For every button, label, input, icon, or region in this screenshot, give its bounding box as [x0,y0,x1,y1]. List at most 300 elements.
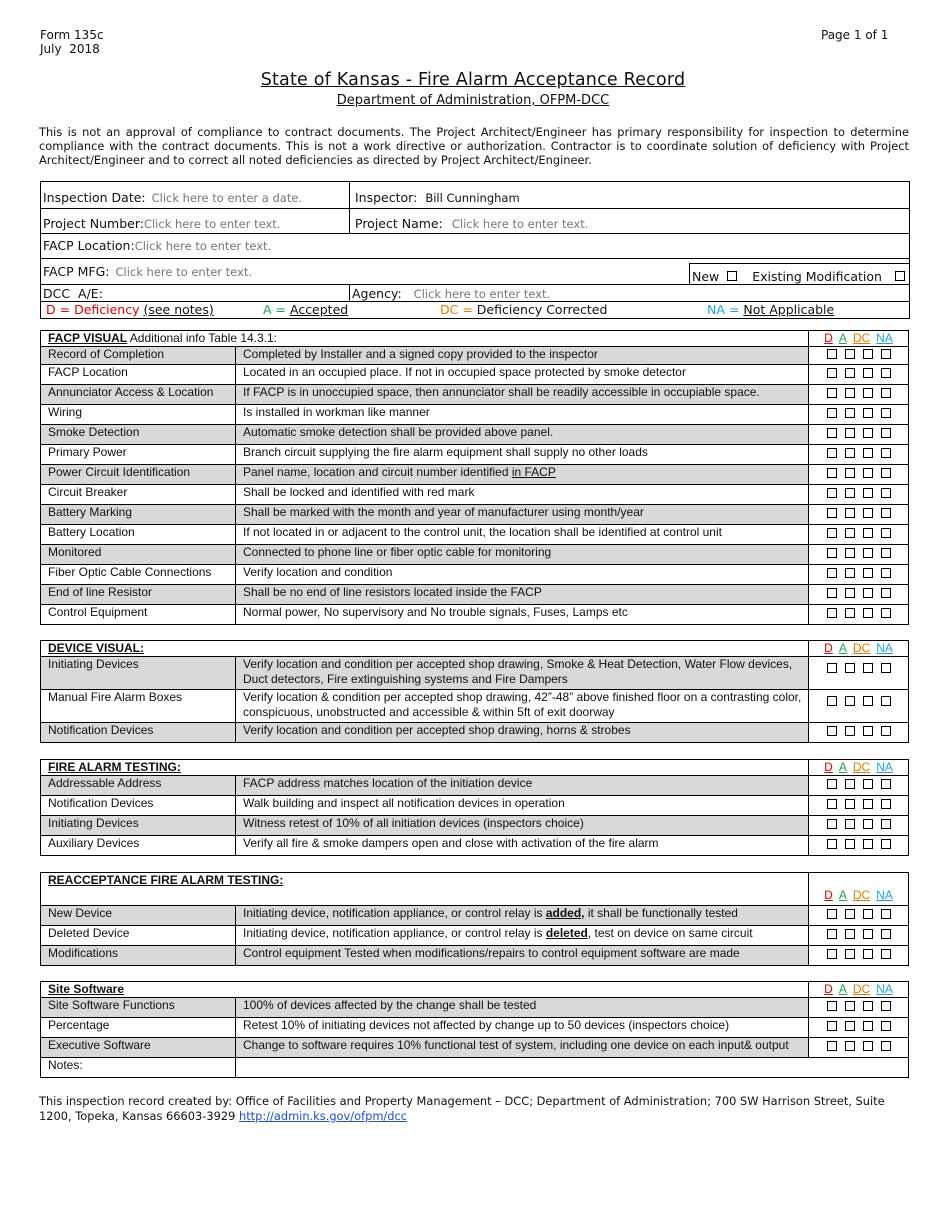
column-key-na: NA [876,641,893,655]
column-key-dc: DC [852,641,871,655]
item-label: Control Equipment [41,605,236,625]
column-keys [809,331,909,347]
footer-text: This inspection record created by: Office of Facilities and Property Management – DCC; Department of Administration; 700 SW Harrison Street, Suite 1200, Topeka, Kansas 66603-3929 [39,1094,885,1123]
rating-checkboxes [827,568,891,578]
checkbox-dc[interactable] [863,726,873,736]
checkbox-a[interactable] [845,368,855,378]
checkbox-dc[interactable] [863,349,873,359]
checkbox-a[interactable] [845,726,855,736]
table-row [41,565,909,585]
rating-checkboxes [827,408,891,418]
legend-dc-text: Deficiency Corrected [476,302,608,317]
checkbox-d[interactable] [827,568,837,578]
project-name-input[interactable]: Click here to enter text. [451,217,589,231]
rating-checkboxes [827,548,891,558]
new-existing-cell [689,263,909,284]
table-row [41,465,909,485]
column-key-a: A [838,331,847,345]
checkbox-d[interactable] [827,388,837,398]
rating-checkboxes [827,428,891,438]
checkbox-a[interactable] [845,488,855,498]
dcc-ae-cell [41,285,350,301]
checkbox-a[interactable] [845,1041,855,1051]
checkbox-na[interactable] [881,799,891,809]
checkbox-dc[interactable] [863,663,873,673]
checkbox-na[interactable] [881,568,891,578]
item-description: 100% of devices affected by the change shall be tested [236,998,809,1018]
checkbox-na[interactable] [881,588,891,598]
checkbox-a[interactable] [845,468,855,478]
checkbox-d[interactable] [827,368,837,378]
project-info-box [40,181,910,319]
item-label: Battery Marking [41,505,236,525]
table-row [41,690,909,723]
checkbox-na[interactable] [881,1021,891,1031]
checkbox-dc[interactable] [863,799,873,809]
table-row [41,946,909,966]
column-key-dc: DC [852,982,871,996]
checkbox-dc[interactable] [863,1001,873,1011]
item-description: Located in an occupied place. If not in occupied space protected by smoke detector [236,365,809,385]
item-description: Walk building and inspect all notification devices in operation [236,796,809,816]
inspection-date-input[interactable]: Click here to enter a date. [151,191,303,205]
rating-checkboxes [827,349,891,359]
footer [39,1094,909,1123]
facp-location-input[interactable]: Click here to enter text. [134,239,272,253]
inspector-input[interactable]: Bill Cunningham [425,191,520,205]
table-row [41,485,909,505]
checkbox-na[interactable] [881,663,891,673]
checkbox-d[interactable] [827,588,837,598]
inspector-label: Inspector: [355,190,418,205]
item-description: Retest 10% of initiating devices not affected by change up to 50 devices (inspectors choice) [236,1018,809,1038]
table-row [41,1038,909,1058]
checkbox-a[interactable] [845,408,855,418]
legend-d-notes: (see notes) [143,302,214,317]
legend-deficiency [46,302,214,317]
column-key-d: D [824,760,833,774]
checkbox-dc[interactable] [863,408,873,418]
item-label: Smoke Detection [41,425,236,445]
column-key-a: A [838,760,847,774]
checkbox-dc[interactable] [863,909,873,919]
item-label: Wiring [41,405,236,425]
table-row [41,425,909,445]
item-label: Annunciator Access & Location [41,385,236,405]
column-key-a: A [838,888,847,902]
legend-row [41,302,909,318]
notes-label: Notes: [41,1058,236,1078]
checkbox-a[interactable] [845,663,855,673]
item-description: Connected to phone line or fiber optic cable for monitoring [236,545,809,565]
checkbox-d[interactable] [827,1021,837,1031]
checkbox-d[interactable] [827,448,837,458]
checkbox-dc[interactable] [863,368,873,378]
facp-mfg-label: FACP MFG: [43,264,110,279]
dcc-ae-label: DCC A/E: [43,286,103,301]
checkbox-d[interactable] [827,488,837,498]
item-description: FACP address matches location of the initiation device [236,776,809,796]
checkbox-d[interactable] [827,428,837,438]
agency-input[interactable]: Click here to enter text. [413,287,551,301]
facp-mfg-input[interactable]: Click here to enter text. [115,265,253,279]
table-row [41,525,909,545]
section-header-row [41,641,909,657]
checkbox-na[interactable] [881,448,891,458]
table-row [41,585,909,605]
checkbox-dc[interactable] [863,548,873,558]
section-title: Site Software [41,982,809,998]
checkbox-na[interactable] [881,726,891,736]
checkbox-a[interactable] [845,428,855,438]
notes-input[interactable] [236,1058,909,1077]
item-label: Fiber Optic Cable Connections [41,565,236,585]
checkbox-na[interactable] [881,839,891,849]
section-header-row [41,760,909,776]
checkbox-dc[interactable] [863,468,873,478]
checkbox-a[interactable] [845,949,855,959]
checkbox-d[interactable] [827,909,837,919]
table-row [41,405,909,425]
column-key-dc: DC [852,888,871,902]
checkbox-d[interactable] [827,528,837,538]
rating-checkboxes [827,1041,891,1051]
page-subtitle: Department of Administration, OFPM-DCC [336,93,610,108]
checkbox-d[interactable] [827,949,837,959]
checkbox-na[interactable] [881,548,891,558]
rating-checkboxes [827,528,891,538]
device-visual-section [40,640,909,743]
checkbox-na[interactable] [881,349,891,359]
item-label: Circuit Breaker [41,485,236,505]
table-row [41,347,909,365]
section-title: REACCEPTANCE FIRE ALARM TESTING: [41,873,809,906]
item-description: Verify location and condition per accepted shop drawing, Smoke & Heat Detection, Water Flow devices, Duct detectors, Fire extinguishing systems and Fire Dampers [236,657,809,690]
table-row [41,836,909,856]
item-label: End of line Resistor [41,585,236,605]
project-name-cell [350,209,909,233]
table-row [41,365,909,385]
item-description: Automatic smoke detection shall be provided above panel. [236,425,809,445]
table-row [41,906,909,926]
checkbox-na[interactable] [881,608,891,618]
item-label: Notification Devices [41,796,236,816]
table-row [41,816,909,836]
item-label: Deleted Device [41,926,236,946]
item-description: Initiating device, notification appliance, or control relay is deleted, test on device on same circuit [236,926,809,946]
checkbox-dc[interactable] [863,1041,873,1051]
checkbox-na[interactable] [881,408,891,418]
checkbox-na[interactable] [881,1041,891,1051]
project-number-label: Project Number: [43,216,144,231]
checkbox-a[interactable] [845,839,855,849]
checkbox-dc[interactable] [863,428,873,438]
checkbox-a[interactable] [845,799,855,809]
checkbox-d[interactable] [827,929,837,939]
existing-mod-label: Existing Modification [752,269,882,284]
checkbox-a[interactable] [845,909,855,919]
checkbox-d[interactable] [827,608,837,618]
checkbox-d[interactable] [827,1001,837,1011]
checkbox-a[interactable] [845,528,855,538]
checkbox-dc[interactable] [863,488,873,498]
project-name-label: Project Name: [355,216,443,231]
table-row [41,1018,909,1038]
checkbox-na[interactable] [881,909,891,919]
section-title: FACP VISUAL Additional info Table 14.3.1: [41,331,809,347]
checkbox-dc[interactable] [863,929,873,939]
table-row [41,385,909,405]
column-keys [809,641,909,657]
checkbox-dc[interactable] [863,588,873,598]
checkbox-d[interactable] [827,349,837,359]
checkbox-a[interactable] [845,1001,855,1011]
item-description: Verify all fire & smoke dampers open and close with activation of the fire alarm [236,836,809,856]
checkbox-na[interactable] [881,696,891,706]
legend-d-key: D = [46,302,71,317]
column-keys [809,760,909,776]
legend-na-text: Not Applicable [743,302,835,317]
rating-checkboxes [827,508,891,518]
checkbox-dc[interactable] [863,949,873,959]
item-label: FACP Location [41,365,236,385]
checkbox-d[interactable] [827,1041,837,1051]
footer-link[interactable]: http://admin.ks.gov/ofpm/dcc [238,1108,408,1123]
facp-mfg-cell [41,259,689,284]
item-description: Shall be marked with the month and year of manufacturer using month/year [236,505,809,525]
checkbox-a[interactable] [845,1021,855,1031]
column-key-d: D [824,331,833,345]
item-label: Battery Location [41,525,236,545]
column-key-na: NA [876,760,893,774]
rating-checkboxes [827,839,891,849]
column-key-dc: DC [852,331,871,345]
column-key-dc: DC [852,760,871,774]
section-title: FIRE ALARM TESTING: [41,760,809,776]
item-label: Monitored [41,545,236,565]
section-header-row [41,873,909,906]
section-header-row [41,982,909,998]
column-keys [809,873,909,906]
fire-alarm-testing-section [40,759,909,856]
checkbox-a[interactable] [845,448,855,458]
checkbox-na[interactable] [881,1001,891,1011]
column-key-d: D [824,641,833,655]
item-label: Site Software Functions [41,998,236,1018]
rating-checkboxes [827,1021,891,1031]
item-description: Change to software requires 10% functional test of system, including one device on each input& output [236,1038,809,1058]
item-label: Auxiliary Devices [41,836,236,856]
checkbox-d[interactable] [827,819,837,829]
legend-d-text: Deficiency [74,302,140,317]
checkbox-dc[interactable] [863,448,873,458]
checkbox-na[interactable] [881,488,891,498]
agency-cell [350,285,909,301]
reacceptance-section [40,872,909,966]
facp-location-label: FACP Location: [43,238,135,253]
column-key-a: A [838,982,847,996]
table-row [41,505,909,525]
checkbox-d[interactable] [827,408,837,418]
table-row [41,926,909,946]
item-label: Manual Fire Alarm Boxes [41,690,236,723]
checkbox-dc[interactable] [863,1021,873,1031]
legend-not-applicable [707,302,834,317]
rating-checkboxes [827,949,891,959]
item-description: If FACP is in unoccupied space, then annunciator shall be readily accessible in occupiable space. [236,385,809,405]
rating-checkboxes [827,929,891,939]
table-row [41,998,909,1018]
facp-visual-section [40,330,909,625]
checkbox-d[interactable] [827,779,837,789]
checkbox-d[interactable] [827,696,837,706]
checkbox-dc[interactable] [863,839,873,849]
item-label: Addressable Address [41,776,236,796]
item-label: New Device [41,906,236,926]
item-description: Normal power, No supervisory and No trouble signals, Fuses, Lamps etc [236,605,809,625]
checkbox-na[interactable] [881,428,891,438]
checkbox-dc[interactable] [863,779,873,789]
column-key-a: A [838,641,847,655]
item-label: Executive Software [41,1038,236,1058]
item-label: Initiating Devices [41,657,236,690]
checkbox-d[interactable] [827,468,837,478]
checkbox-na[interactable] [881,819,891,829]
legend-accepted [263,302,348,317]
rating-checkboxes [827,488,891,498]
existing-mod-checkbox[interactable] [895,271,905,281]
checkbox-na[interactable] [881,508,891,518]
checkbox-d[interactable] [827,799,837,809]
item-description: Verify location and condition per accepted shop drawing, horns & strobes [236,723,809,743]
checkbox-a[interactable] [845,568,855,578]
checkbox-na[interactable] [881,368,891,378]
checkbox-d[interactable] [827,548,837,558]
checkbox-na[interactable] [881,388,891,398]
checkbox-a[interactable] [845,388,855,398]
item-label: Percentage [41,1018,236,1038]
column-key-na: NA [876,331,893,345]
item-label: Initiating Devices [41,816,236,836]
item-description: Verify location and condition [236,565,809,585]
rating-checkboxes [827,779,891,789]
rating-checkboxes [827,368,891,378]
checkbox-a[interactable] [845,508,855,518]
form-date: July 2018 [40,42,100,56]
checkbox-dc[interactable] [863,528,873,538]
rating-checkboxes [827,726,891,736]
new-label: New [692,269,720,284]
checkbox-a[interactable] [845,548,855,558]
rating-checkboxes [827,388,891,398]
column-key-d: D [824,982,833,996]
project-number-cell [41,209,350,233]
site-software-section [40,981,909,1078]
checkbox-dc[interactable] [863,388,873,398]
column-keys [809,982,909,998]
legend-corrected [440,302,607,317]
checkbox-a[interactable] [845,608,855,618]
page-title: State of Kansas - Fire Alarm Acceptance Record [260,70,686,90]
legend-dc-key: DC = [440,302,473,317]
checkbox-dc[interactable] [863,508,873,518]
checkbox-a[interactable] [845,696,855,706]
item-description: Shall be no end of line resistors located inside the FACP [236,585,809,605]
checkbox-dc[interactable] [863,819,873,829]
rating-checkboxes [827,819,891,829]
item-label: Modifications [41,946,236,966]
table-row [41,657,909,690]
table-row [41,445,909,465]
inspector-cell [350,182,909,208]
checkbox-na[interactable] [881,468,891,478]
checkbox-d[interactable] [827,839,837,849]
dcc-ae-input[interactable] [103,289,303,301]
checkbox-d[interactable] [827,663,837,673]
table-row [41,723,909,743]
item-description: Witness retest of 10% of all initiation devices (inspectors choice) [236,816,809,836]
new-checkbox[interactable] [727,271,737,281]
checkbox-dc[interactable] [863,568,873,578]
item-description: Is installed in workman like manner [236,405,809,425]
legend-na-key: NA = [707,302,740,317]
checkbox-na[interactable] [881,779,891,789]
table-row [41,796,909,816]
checkbox-dc[interactable] [863,696,873,706]
item-description: Panel name, location and circuit number identified in FACP [236,465,809,485]
checkbox-a[interactable] [845,779,855,789]
item-description: Shall be locked and identified with red mark [236,485,809,505]
checkbox-na[interactable] [881,949,891,959]
item-label: Record of Completion [41,347,236,365]
item-label: Primary Power [41,445,236,465]
rating-checkboxes [827,696,891,706]
rating-checkboxes [827,588,891,598]
column-key-na: NA [876,982,893,996]
legend-a-text: Accepted [289,302,349,317]
rating-checkboxes [827,909,891,919]
checkbox-na[interactable] [881,929,891,939]
item-description: Initiating device, notification appliance, or control relay is added, it shall be functionally tested [236,906,809,926]
column-key-d: D [824,888,833,902]
checkbox-a[interactable] [845,349,855,359]
inspection-date-label: Inspection Date: [43,190,146,205]
table-row [41,545,909,565]
notes-row [41,1058,909,1078]
checkbox-d[interactable] [827,508,837,518]
page-label: Page 1 of 1 [821,28,889,42]
checkbox-dc[interactable] [863,608,873,618]
facp-location-cell [41,234,909,258]
column-key-na: NA [876,888,893,902]
item-description: Control equipment Tested when modifications/repairs to control equipment software are made [236,946,809,966]
checkbox-a[interactable] [845,588,855,598]
agency-label: Agency: [352,286,402,301]
project-number-input[interactable]: Click here to enter text. [143,217,281,231]
item-label: Notification Devices [41,723,236,743]
inspection-date-cell [41,182,350,208]
form-number: Form 135c [40,28,104,42]
checkbox-a[interactable] [845,929,855,939]
item-description: Verify location & condition per accepted shop drawing, 42”-48” above finished floor on a contrasting color, conspicuous, unobstructed and accessible & within 5ft of exit doorway [236,690,809,723]
intro-paragraph: This is not an approval of compliance to contract documents. The Project Architect/Engineer has primary responsibility for inspection to determine compliance with the contract documents. This is not a work directive or authorization. Contractor is to coordinate solution of deficiency with Project Architect/Engineer and to correct all noted deficiencies as directed by Project Architect/Engineer. [39,125,909,167]
item-description: Branch circuit supplying the fire alarm equipment shall supply no other loads [236,445,809,465]
checkbox-d[interactable] [827,726,837,736]
checkbox-na[interactable] [881,528,891,538]
rating-checkboxes [827,608,891,618]
table-row [41,776,909,796]
checkbox-a[interactable] [845,819,855,829]
